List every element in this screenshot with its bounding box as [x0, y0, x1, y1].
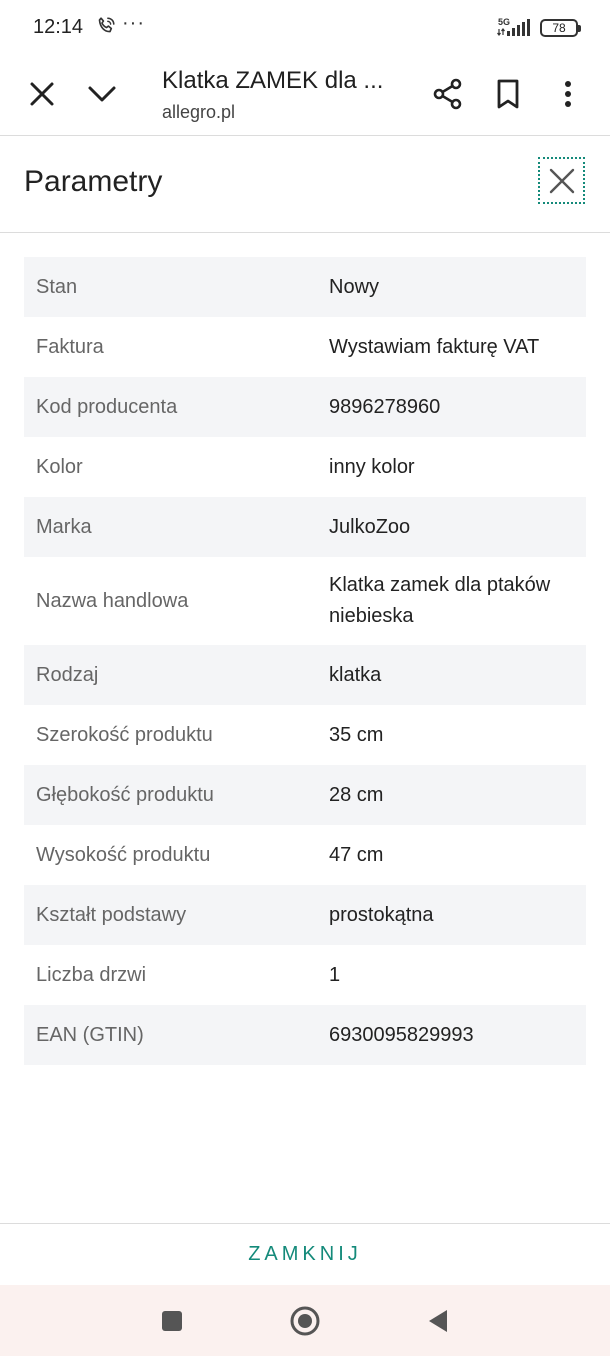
table-row: [24, 437, 586, 497]
more-vert-icon: [564, 80, 572, 108]
recent-apps-button[interactable]: [150, 1299, 194, 1343]
param-value: Klatka zamek dla ptaków niebieska: [329, 574, 551, 627]
panel-footer: [0, 1223, 610, 1285]
table-row: [24, 765, 586, 825]
close-icon: [549, 168, 575, 194]
status-time: 12:14: [33, 16, 84, 38]
param-value: 35 cm: [329, 723, 384, 746]
param-label: Liczba drzwi: [36, 963, 147, 986]
table-row: [24, 557, 586, 645]
param-label: EAN (GTIN): [36, 1023, 144, 1046]
param-label: Marka: [36, 515, 92, 538]
table-row: [24, 497, 586, 557]
param-value: Wystawiam fakturę VAT: [329, 335, 540, 358]
close-button[interactable]: ZAMKNIJ: [236, 1237, 374, 1272]
share-button[interactable]: [428, 74, 468, 114]
param-value: klatka: [329, 663, 382, 686]
notification-more-icon: ···: [122, 12, 145, 34]
back-triangle-icon: [426, 1308, 450, 1334]
table-row: [24, 1005, 586, 1065]
param-value: Nowy: [329, 275, 380, 298]
phone-call-icon: [95, 15, 117, 37]
table-row: [24, 377, 586, 437]
panel-close-button[interactable]: [538, 157, 585, 204]
home-button[interactable]: [283, 1299, 327, 1343]
param-label: Szerokość produktu: [36, 723, 213, 746]
home-circle-icon: [289, 1305, 321, 1337]
param-label: Kod producenta: [36, 395, 178, 418]
parameters-table: [24, 257, 586, 1065]
table-row: [24, 945, 586, 1005]
status-bar: [0, 0, 610, 56]
param-label: Faktura: [36, 335, 104, 358]
minimize-button[interactable]: [82, 74, 122, 114]
panel-title: Parametry: [24, 165, 163, 198]
panel-header: [0, 137, 610, 233]
param-value: 1: [329, 963, 341, 986]
back-button[interactable]: [416, 1299, 460, 1343]
param-label: Kształt podstawy: [36, 903, 187, 926]
battery-indicator: 78: [540, 19, 578, 37]
bookmark-icon: [495, 78, 521, 110]
chevron-down-icon: [87, 84, 117, 104]
close-icon: [29, 81, 55, 107]
page-url: allegro.pl: [162, 102, 236, 122]
close-tab-button[interactable]: [22, 74, 62, 114]
table-row: [24, 317, 586, 377]
param-label: Nazwa handlowa: [36, 589, 189, 612]
param-value: JulkoZoo: [329, 515, 411, 538]
param-label: Rodzaj: [36, 663, 99, 686]
bookmark-button[interactable]: [488, 74, 528, 114]
page-title: Klatka ZAMEK dla ...: [162, 67, 384, 94]
system-nav-bar: [0, 1285, 610, 1356]
param-value: prostokątna: [329, 903, 434, 926]
square-icon: [160, 1309, 184, 1333]
param-value: 6930095829993: [329, 1023, 474, 1046]
table-row: [24, 645, 586, 705]
more-options-button[interactable]: [548, 74, 588, 114]
network-type-label: 5G: [498, 17, 511, 27]
param-value: 9896278960: [329, 395, 441, 418]
param-value: inny kolor: [329, 455, 415, 478]
signal-5g-icon: [496, 16, 534, 38]
table-row: [24, 257, 586, 317]
param-label: Wysokość produktu: [36, 843, 211, 866]
param-value: 28 cm: [329, 783, 384, 806]
share-icon: [432, 78, 464, 110]
table-row: [24, 705, 586, 765]
param-value: 47 cm: [329, 843, 384, 866]
browser-toolbar: [0, 56, 610, 136]
table-row: [24, 885, 586, 945]
param-label: Głębokość produktu: [36, 783, 214, 806]
param-label: Stan: [36, 275, 78, 298]
table-row: [24, 825, 586, 885]
param-label: Kolor: [36, 455, 83, 478]
